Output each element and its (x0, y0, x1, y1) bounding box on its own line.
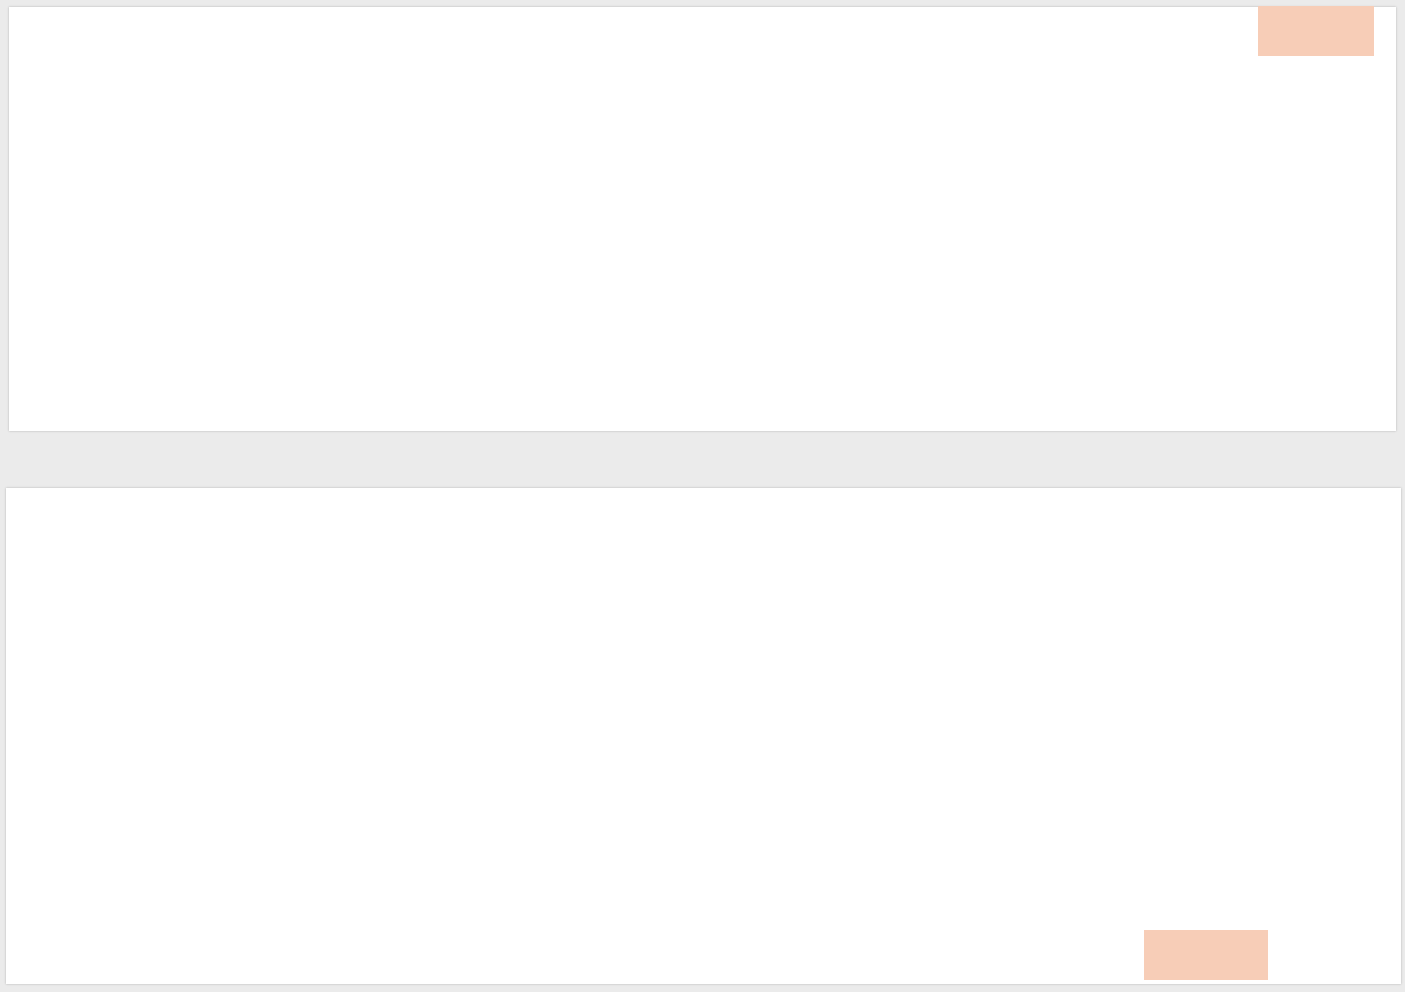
month-tab-top[interactable] (1258, 6, 1374, 56)
month-tab-bottom[interactable] (1144, 930, 1268, 980)
bottom-page (6, 488, 1401, 984)
top-page (9, 7, 1396, 431)
